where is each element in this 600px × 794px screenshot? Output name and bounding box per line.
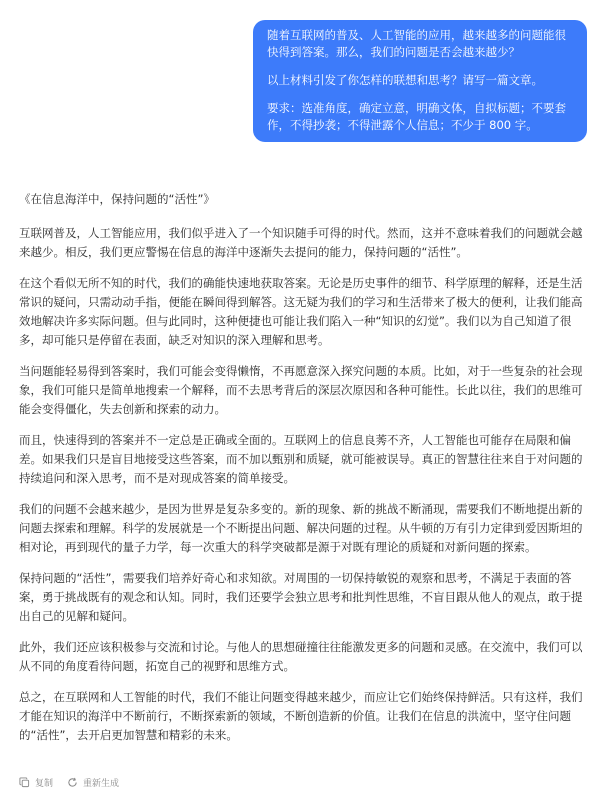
answer-paragraph: 而且，快速得到的答案并不一定总是正确或全面的。互联网上的信息良莠不齐，人工智能也可能存在局限和偏差。如果我们只是盲目地接受这些答案，而不加以甄别和质疑，就可能被误导。真正的智慧往往来自于对问题的持续追问和深入思考，而不是对现成答案的简单接受。 [19,433,583,485]
answer-title: 《在信息海洋中，保持问题的“活性”》 [19,192,215,206]
user-message-line: 要求：选准角度，确定立意，明确文体，自拟标题；不要套作，不得抄袭；不得泄露个人信息；不少于 800 字。 [267,101,566,132]
user-message-line: 以上材料引发了你怎样的联想和思考？请写一篇文章。 [267,73,543,87]
user-message-line: 随着互联网的普及、人工智能的应用，越来越多的问题能很快得到答案。那么，我们的问题是否会越来越少？ [267,28,566,59]
assistant-answer [19,190,585,757]
regenerate-button[interactable] [67,776,119,789]
answer-paragraph: 保持问题的“活性”，需要我们培养好奇心和求知欲。对周围的一切保持敏锐的观察和思考，不满足于表面的答案，勇于挑战既有的观念和认知。同时，我们还要学会独立思考和批判性思维，不盲目跟从他人的观点，敢于提出自己的见解和疑问。 [19,571,583,623]
answer-paragraph: 在这个看似无所不知的时代，我们的确能快速地获取答案。无论是历史事件的细节、科学原理的解释，还是生活常识的疑问，只需动动手指，便能在瞬间得到解答。这无疑为我们的学习和生活带来了极大的便利，让我们能高效地解决许多实际问题。但与此同时，这种便捷也可能让我们陷入一种“知识的幻觉”。我们以为自己知道了很多，却可能只是停留在表面，缺乏对知识的深入理解和思考。 [19,276,583,347]
copy-icon [19,777,30,788]
answer-action-bar [19,776,133,789]
answer-paragraph: 此外，我们还应该积极参与交流和讨论。与他人的思想碰撞往往能激发更多的问题和灵感。在交流中，我们可以从不同的角度看待问题，拓宽自己的视野和思维方式。 [19,640,583,673]
copy-button[interactable] [19,776,53,789]
answer-paragraph: 互联网普及，人工智能应用，我们似乎进入了一个知识随手可得的时代。然而，这并不意味着我们的问题就会越来越少。相反，我们更应警惕在信息的海洋中逐渐失去提问的能力，保持问题的“活性”。 [19,226,583,259]
answer-paragraph: 我们的问题不会越来越少，是因为世界是复杂多变的。新的现象、新的挑战不断涌现，需要我们不断地提出新的问题去探索和理解。科学的发展就是一个不断提出问题、解决问题的过程。从牛顿的万有引力定律到爱因斯坦的相对论，再到现代的量子力学，每一次重大的科学突破都是源于对既有理论的质疑和对新问题的探索。 [19,502,583,554]
copy-label: 复制 [35,779,54,789]
answer-paragraph: 当问题能轻易得到答案时，我们可能会变得懒惰，不再愿意深入探究问题的本质。比如，对于一些复杂的社会现象，我们可能只是简单地搜索一个解释，而不去思考背后的深层次原因和各种可能性。长此以往，我们的思维可能会变得僵化，失去创新和探索的动力。 [19,364,583,416]
refresh-icon [67,777,78,788]
answer-paragraph: 总之，在互联网和人工智能的时代，我们不能让问题变得越来越少，而应让它们始终保持鲜活。只有这样，我们才能在知识的海洋中不断前行，不断探索新的领域，不断创造新的价值。让我们在信息的洪流中，坚守住问题的“活性”，去开启更加智慧和精彩的未来。 [19,690,583,742]
regenerate-label: 重新生成 [83,779,120,789]
user-message-bubble [253,20,587,142]
